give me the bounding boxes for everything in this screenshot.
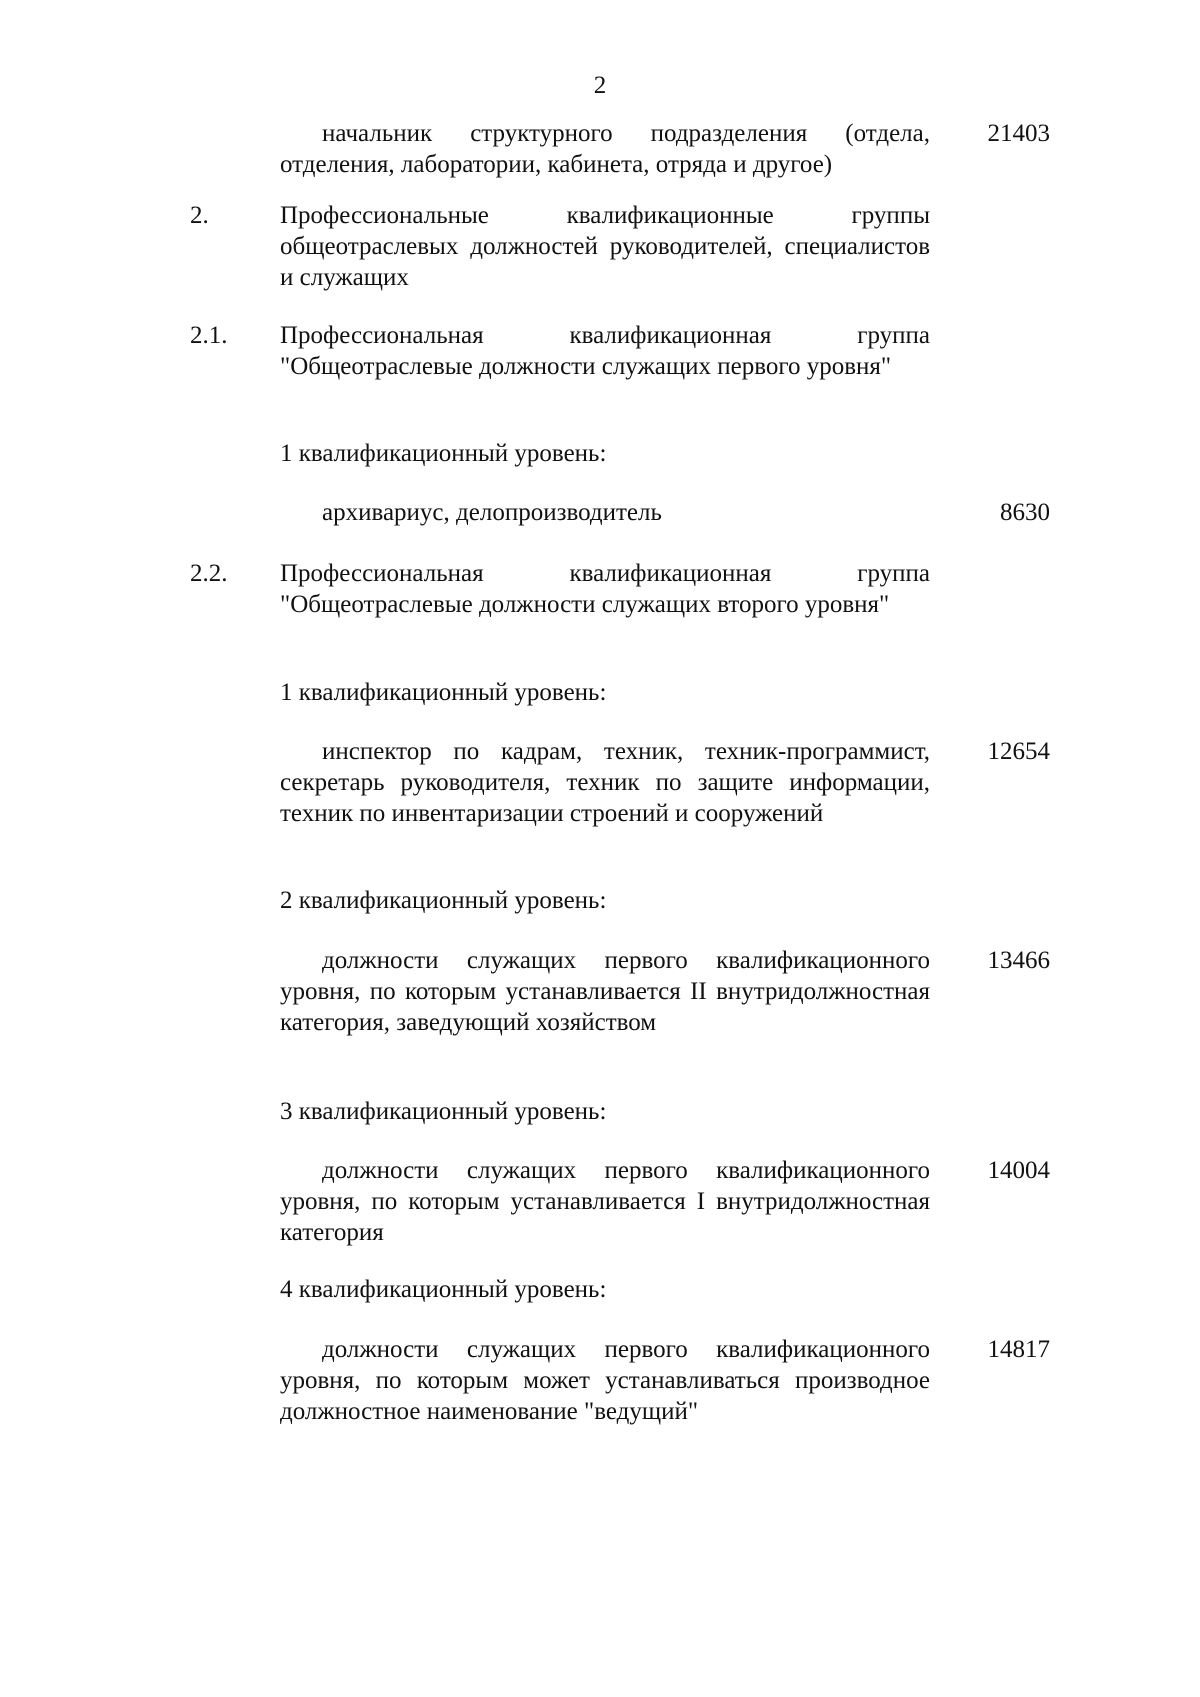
level-heading-2-2-3: 3 квалификационный уровень: bbox=[280, 1098, 607, 1125]
page-number: 2 bbox=[593, 72, 607, 99]
level-heading-2-1-1: 1 квалификационный уровень: bbox=[280, 440, 607, 467]
salary-value-2-2-3: 14004 bbox=[987, 1157, 1050, 1184]
salary-value-2-2-2: 13466 bbox=[987, 947, 1050, 974]
level-heading-2-2-2: 2 квалификационный уровень: bbox=[280, 887, 607, 914]
salary-value-head: 21403 bbox=[987, 120, 1050, 147]
section-title-2-2: Профессиональная квалификационная группа "Общеотраслевые должности служащих второго уровня" bbox=[280, 560, 930, 618]
salary-value-2-1-1: 8630 bbox=[1000, 499, 1050, 526]
position-text-2-2-4: должности служащих первого квалификационного уровня, по которым может устанавливаться производное должностное наименование "ведущий" bbox=[280, 1336, 930, 1425]
section-number-2-2: 2.2. bbox=[190, 560, 228, 587]
position-text-2-1-1: архивариус, делопроизводитель bbox=[322, 499, 662, 526]
section-number-2: 2. bbox=[190, 202, 209, 229]
section-title-2-1: Профессиональная квалификационная группа "Общеотраслевые должности служащих первого уровня" bbox=[280, 322, 930, 380]
position-text-head: начальник структурного подразделения (отдела, отделения, лаборатории, кабинета, отряда и другое) bbox=[280, 120, 930, 178]
salary-value-2-2-4: 14817 bbox=[987, 1336, 1050, 1363]
section-number-2-1: 2.1. bbox=[190, 322, 228, 349]
salary-value-2-2-1: 12654 bbox=[987, 738, 1050, 765]
position-text-2-2-1: инспектор по кадрам, техник, техник-программист, секретарь руководителя, техник по защите информации, техник по инвентаризации строений и сооружений bbox=[280, 738, 930, 827]
position-text-2-2-2: должности служащих первого квалификационного уровня, по которым устанавливается II внутридолжностная категория, заведующий хозяйством bbox=[280, 947, 930, 1036]
section-title-2: Профессиональные квалификационные группы общеотраслевых должностей руководителей, специалистов и служащих bbox=[280, 202, 930, 291]
level-heading-2-2-1: 1 квалификационный уровень: bbox=[280, 679, 607, 706]
level-heading-2-2-4: 4 квалификационный уровень: bbox=[280, 1276, 607, 1303]
position-text-2-2-3: должности служащих первого квалификационного уровня, по которым устанавливается I внутридолжностная категория bbox=[280, 1157, 930, 1246]
